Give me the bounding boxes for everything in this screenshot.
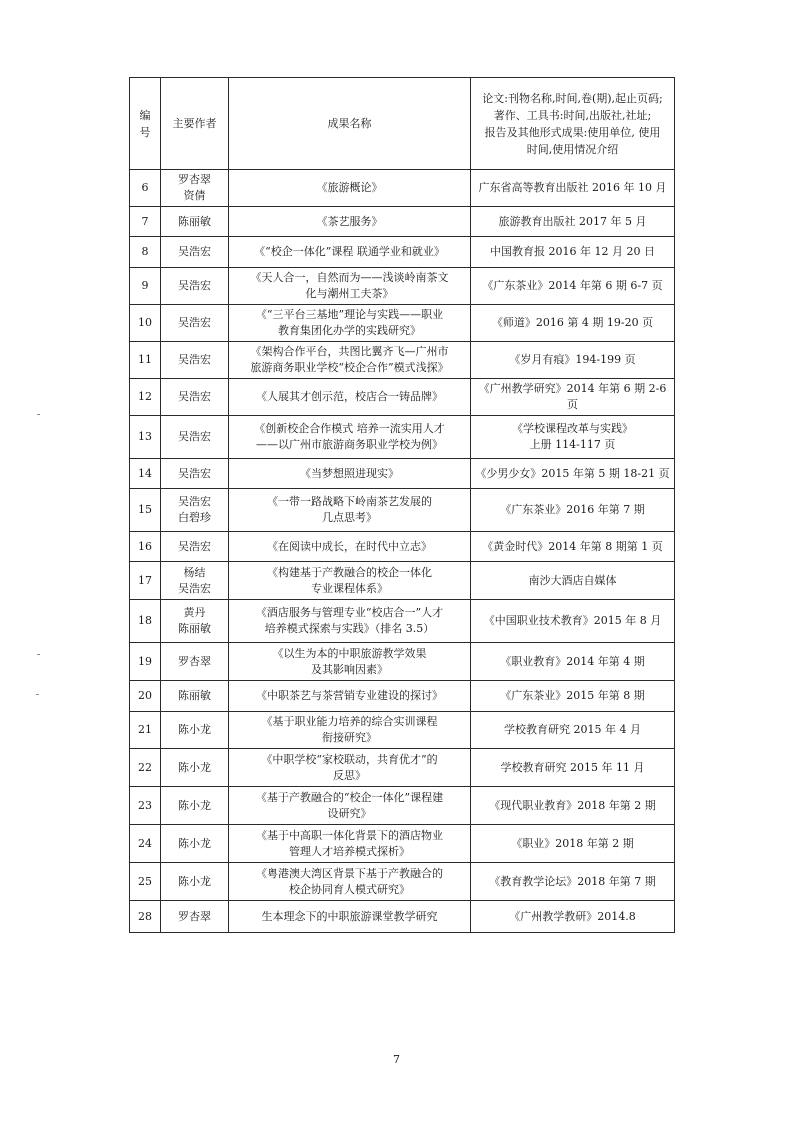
cell-author: 吴浩宏 [161,459,229,489]
cell-title: 《在阅读中成长，在时代中立志》 [229,532,471,562]
cell-title: 《基于产教融合的“校企一体化”课程建 设研究》 [229,787,471,825]
cell-publication: 《学校课程改革与实践》 上册 114-117 页 [471,416,675,459]
table-row [130,170,675,207]
cell-author: 陈小龙 [161,749,229,787]
cell-publication: 广东省高等教育出版社 2016 年 10 月 [471,170,675,207]
table-row [130,901,675,933]
cell-no: 9 [130,268,161,305]
header-publication: 论文:刊物名称,时间,卷(期),起止页码; 著作、工具书:时间,出版社,社址; 报告及其他形式成果:使用单位, 使用 时间,使用情况介绍 [471,78,675,170]
cell-author: 陈小龙 [161,712,229,749]
cell-publication: 《广州教学研究》2014 年第 6 期 2-6 页 [471,379,675,416]
header-title: 成果名称 [229,78,471,170]
table-row [130,787,675,825]
cell-author: 黄丹 陈丽敏 [161,600,229,643]
cell-title: 《当梦想照进现实》 [229,459,471,489]
cell-no: 15 [130,489,161,532]
header-no: 编 号 [130,78,161,170]
cell-title: 《以生为本的中职旅游教学效果 及其影响因素》 [229,643,471,681]
cell-title: 《中职学校“家校联动，共育优才”的 反思》 [229,749,471,787]
cell-no: 12 [130,379,161,416]
scan-speck [36,694,39,695]
cell-no: 8 [130,237,161,268]
table-row [130,825,675,863]
cell-author: 罗杏翠 资倩 [161,170,229,207]
table-row [130,643,675,681]
cell-no: 20 [130,681,161,712]
table-row [130,416,675,459]
cell-no: 11 [130,342,161,379]
cell-author: 吴浩宏 [161,532,229,562]
cell-publication: 《教育教学论坛》2018 年第 7 期 [471,863,675,901]
table-row [130,237,675,268]
cell-no: 28 [130,901,161,933]
cell-title: 《人展其才创示范，校店合一铸品牌》 [229,379,471,416]
scan-speck [37,414,40,415]
cell-title: 《一带一路战略下岭南茶艺发展的 几点思考》 [229,489,471,532]
cell-title: 《酒店服务与管理专业“校店合一”人才 培养模式探索与实践》（排名 3.5） [229,600,471,643]
cell-title: 《中职茶艺与茶营销专业建设的探讨》 [229,681,471,712]
cell-no: 13 [130,416,161,459]
table-row [130,342,675,379]
cell-no: 14 [130,459,161,489]
table-row [130,305,675,342]
cell-title: 《天人合一，自然而为——浅谈岭南茶文 化与潮州工夫茶》 [229,268,471,305]
cell-no: 6 [130,170,161,207]
cell-author: 吴浩宏 [161,416,229,459]
cell-title: 《基于中高职一体化背景下的酒店物业 管理人才培养模式探析》 [229,825,471,863]
cell-author: 陈小龙 [161,863,229,901]
cell-no: 18 [130,600,161,643]
cell-publication: 《职业教育》2014 年第 4 期 [471,643,675,681]
cell-publication: 学校教育研究 2015 年 4 月 [471,712,675,749]
header-author: 主要作者 [161,78,229,170]
table-row [130,379,675,416]
page-number: 7 [393,1053,400,1066]
cell-publication: 《职业》2018 年第 2 期 [471,825,675,863]
cell-publication: 《黄金时代》2014 年第 8 期第 1 页 [471,532,675,562]
table-row [130,459,675,489]
table-row [130,562,675,600]
cell-publication: 《广州教学教研》2014.8 [471,901,675,933]
cell-author: 吴浩宏 [161,342,229,379]
cell-publication: 中国教育报 2016 年 12 月 20 日 [471,237,675,268]
cell-author: 吴浩宏 白碧珍 [161,489,229,532]
cell-publication: 学校教育研究 2015 年 11 月 [471,749,675,787]
cell-title: 生本理念下的中职旅游课堂教学研究 [229,901,471,933]
scan-speck [37,654,40,655]
cell-author: 罗杏翠 [161,901,229,933]
cell-author: 陈小龙 [161,825,229,863]
cell-no: 23 [130,787,161,825]
table-row [130,532,675,562]
table-row [130,863,675,901]
table-row [130,600,675,643]
cell-no: 19 [130,643,161,681]
cell-title: 《创新校企合作模式 培养一流实用人才 ——以广州市旅游商务职业学校为例》 [229,416,471,459]
cell-publication: 《广东茶业》2014 年第 6 期 6-7 页 [471,268,675,305]
cell-publication: 南沙大酒店自媒体 [471,562,675,600]
cell-publication: 《少男少女》2015 年第 5 期 18-21 页 [471,459,675,489]
cell-no: 21 [130,712,161,749]
header-row [130,78,675,170]
cell-publication: 旅游教育出版社 2017 年 5 月 [471,207,675,237]
cell-title: 《粤港澳大湾区背景下基于产教融合的 校企协同育人模式研究》 [229,863,471,901]
cell-publication: 《现代职业教育》2018 年第 2 期 [471,787,675,825]
cell-title: 《基于职业能力培养的综合实训课程 衔接研究》 [229,712,471,749]
table-body [130,170,675,933]
cell-author: 吴浩宏 [161,237,229,268]
cell-publication: 《广东茶业》2016 年第 7 期 [471,489,675,532]
cell-author: 陈小龙 [161,787,229,825]
cell-author: 杨结 吴浩宏 [161,562,229,600]
cell-author: 罗杏翠 [161,643,229,681]
cell-author: 吴浩宏 [161,305,229,342]
table-row [130,681,675,712]
cell-no: 7 [130,207,161,237]
results-table [129,77,675,933]
cell-title: 《“三平台三基地”理论与实践——职业 教育集团化办学的实践研究》 [229,305,471,342]
cell-publication: 《中国职业技术教育》2015 年 8 月 [471,600,675,643]
table-row [130,712,675,749]
cell-no: 17 [130,562,161,600]
cell-no: 10 [130,305,161,342]
cell-no: 25 [130,863,161,901]
cell-author: 陈丽敏 [161,207,229,237]
cell-title: 《旅游概论》 [229,170,471,207]
cell-title: 《构建基于产教融合的校企一体化 专业课程体系》 [229,562,471,600]
cell-publication: 《广东茶业》2015 年第 8 期 [471,681,675,712]
cell-no: 22 [130,749,161,787]
cell-title: 《架构合作平台，共图比翼齐飞—广州市 旅游商务职业学校“校企合作”模式浅探》 [229,342,471,379]
table-row [130,207,675,237]
cell-no: 16 [130,532,161,562]
cell-publication: 《岁月有痕》194-199 页 [471,342,675,379]
cell-publication: 《师道》2016 第 4 期 19-20 页 [471,305,675,342]
cell-title: 《茶艺服务》 [229,207,471,237]
table-row [130,489,675,532]
cell-author: 吴浩宏 [161,268,229,305]
table-row [130,268,675,305]
cell-title: 《“校企一体化”课程 联通学业和就业》 [229,237,471,268]
cell-author: 陈丽敏 [161,681,229,712]
table-row [130,749,675,787]
cell-no: 24 [130,825,161,863]
cell-author: 吴浩宏 [161,379,229,416]
